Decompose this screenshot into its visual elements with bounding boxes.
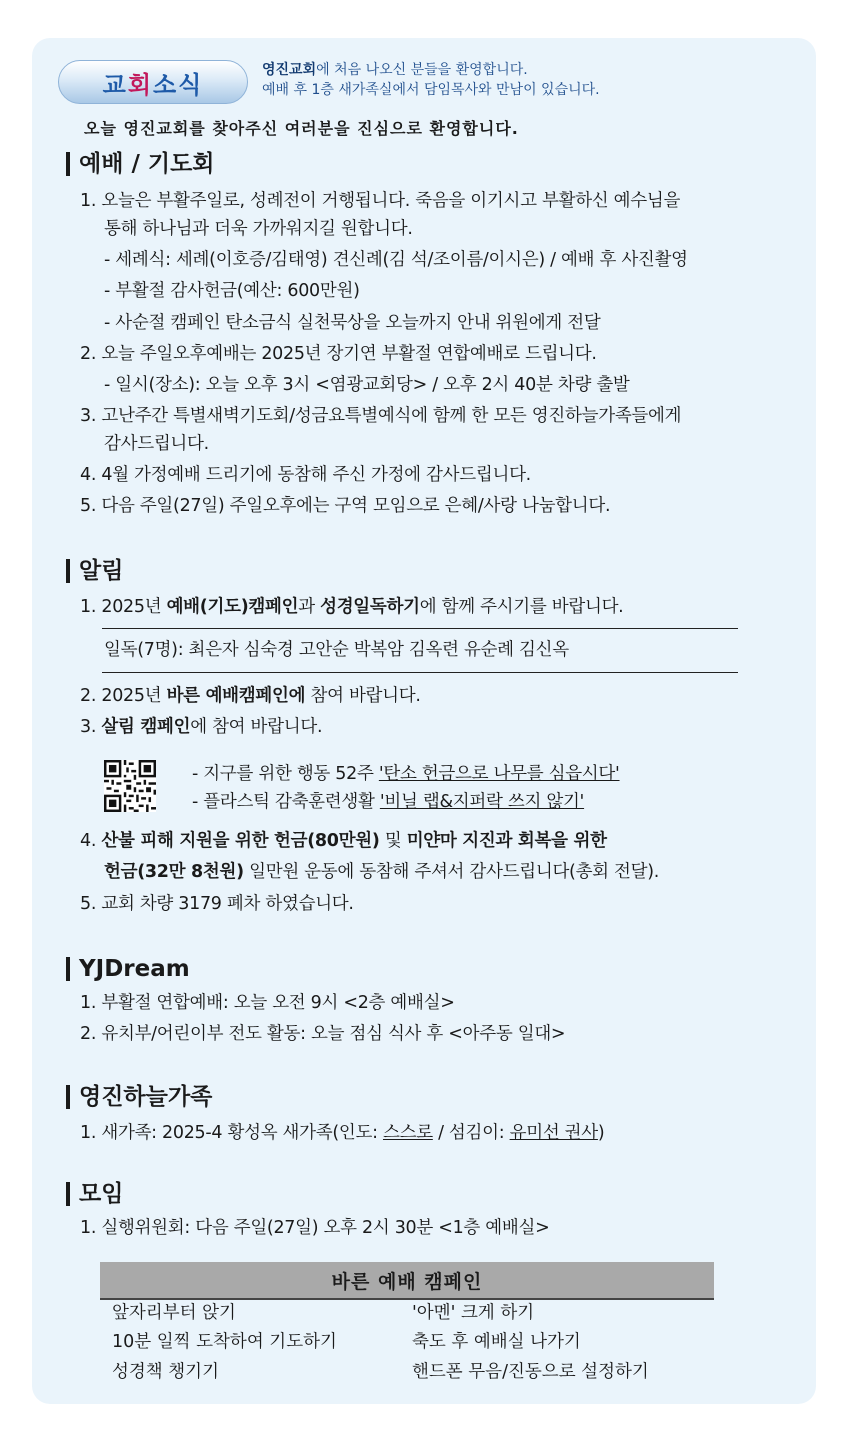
campaign-item: 앞자리부터 앉기 [112,1303,236,1323]
welcome-line-1: 에 처음 나오신 분들을 환영합니다. [316,62,528,78]
worship-line: 통해 하나님과 더욱 가까워지길 원합니다. [104,219,413,239]
family-text: 스스로 [382,1123,433,1143]
worship-line: - 일시(장소): 오늘 오후 3시 <염광교회당> / 오후 2시 40분 차량 출발 [104,375,630,395]
campaign-item: 10분 일찍 도착하여 기도하기 [112,1332,337,1352]
notice-text: 에 참여 바랍니다. [190,717,323,737]
worship-line: 5. 다음 주일(27일) 주일오후에는 구역 모임으로 은혜/사랑 나눔합니다. [80,496,611,516]
campaign-item: 핸드폰 무음/진동으로 설정하기 [412,1362,649,1382]
worship-line: - 세례식: 세례(이호증/김태영) 견신례(김 석/조이름/이시은) / 예배 후 사진촬영 [104,250,688,270]
badge-text-1: 교 [102,70,128,99]
notice-line-3 [80,714,322,740]
notice-section-title: 알림 [66,559,123,583]
campaign-table-header [100,1262,714,1300]
worship-line: 2. 오늘 주일오후예배는 2025년 장기연 부활절 연합예배로 드립니다. [80,344,597,364]
notice-text: 참여 바랍니다. [305,686,421,706]
badge-text-2: 회 [127,70,153,99]
notice-text: '비닐 랩&지퍼락 쓰지 않기' [379,792,585,812]
campaign-item: '아멘' 크게 하기 [412,1303,535,1323]
notice-text: 산불 피해 지원을 위한 헌금(80만원) [101,831,380,851]
church-name: 영진교회 [262,62,317,78]
notice-text: 에 함께 주시기를 바랍니다. [419,597,624,617]
worship-line: 3. 고난주간 특별새벽기도회/성금요특별예식에 함께 한 모든 영진하늘가족들에게 [80,406,682,426]
notice-text: 일만원 운동에 동참해 주셔서 감사드립니다(총회 전달). [243,862,660,882]
notice-text: 헌금(32만 8천원) [104,862,244,882]
notice-text: 1. 2025년 [80,597,167,617]
worship-line: 1. 오늘은 부활주일로, 성례전이 거행됩니다. 죽음을 이기시고 부활하신 예수님을 [80,191,681,211]
worship-line: - 부활절 감사헌금(예산: 600만원) [104,281,360,301]
notice-line-5: 5. 교회 차량 3179 폐차 하였습니다. [80,894,354,914]
yjdream-line: 2. 유치부/어린이부 전도 활동: 오늘 점심 식사 후 <아주동 일대> [80,1024,566,1044]
notice-line-4b [104,859,659,885]
new-family-line [80,1120,604,1146]
notice-text: - 지구를 위한 행동 52주 [192,764,379,784]
welcome-notice [262,60,600,100]
family-text: / 섬김이: [432,1123,510,1143]
notice-text: 살림 캠페인 [101,717,191,737]
campaign-item: 성경책 챙기기 [112,1362,219,1382]
worship-line: - 사순절 캠페인 탄소금식 실천묵상을 오늘까지 안내 위원에게 전달 [104,313,601,333]
divider [102,628,738,629]
notice-line-2 [80,683,421,709]
notice-text: 미얀마 지진과 회복을 위한 [406,831,607,851]
church-news-badge [58,60,248,104]
salim-item-1 [192,761,620,787]
family-text: ) [597,1123,605,1143]
worship-section-title: 예배 / 기도회 [66,152,215,176]
campaign-title: 바른 예배 캠페인 [331,1270,483,1293]
family-text: 유미선 권사 [509,1123,598,1143]
notice-text: 성경일독하기 [320,597,420,617]
notice-text: 바른 예배캠페인에 [166,686,306,706]
yjdream-section-title: YJDream [66,957,190,981]
yjdream-line: 1. 부활절 연합예배: 오늘 오전 9시 <2층 예배실> [80,993,455,1013]
notice-text: 예배(기도)캠페인 [166,597,299,617]
notice-text: 2. 2025년 [80,686,167,706]
notice-text: '탄소 헌금으로 나무를 심읍시다' [378,764,620,784]
campaign-item: 축도 후 예배실 나가기 [412,1332,581,1352]
salim-item-2 [192,789,584,815]
worship-line: 4. 4월 가정예배 드리기에 동참해 주신 가정에 감사드립니다. [80,465,531,485]
notice-line-4 [80,828,607,854]
notice-text: 4. [80,831,102,851]
qr-code-icon[interactable] [104,760,156,812]
badge-text-3: 소식 [153,70,204,99]
welcome-main: 오늘 영진교회를 찾아주신 여러분을 진심으로 환영합니다. [84,119,519,138]
family-section-title: 영진하늘가족 [66,1085,212,1109]
meeting-line: 1. 실행위원회: 다음 주일(27일) 오후 2시 30분 <1층 예배실> [80,1218,550,1238]
family-text: 1. 새가족: 2025-4 황성옥 새가족(인도: [80,1123,383,1143]
notice-text: 및 [379,831,407,851]
divider [102,672,738,673]
notice-line-1 [80,594,623,620]
bible-reading-list: 일독(7명): 최은자 심숙경 고안순 박복암 김옥련 유순례 김신옥 [104,640,569,660]
notice-text: 과 [298,597,321,617]
welcome-line-2: 예배 후 1층 새가족실에서 담임목사와 만남이 있습니다. [262,82,600,98]
notice-text: 3. [80,717,102,737]
meeting-section-title: 모임 [66,1182,123,1206]
worship-line: 감사드립니다. [104,434,209,454]
notice-text: - 플라스틱 감축훈련생활 [192,792,380,812]
